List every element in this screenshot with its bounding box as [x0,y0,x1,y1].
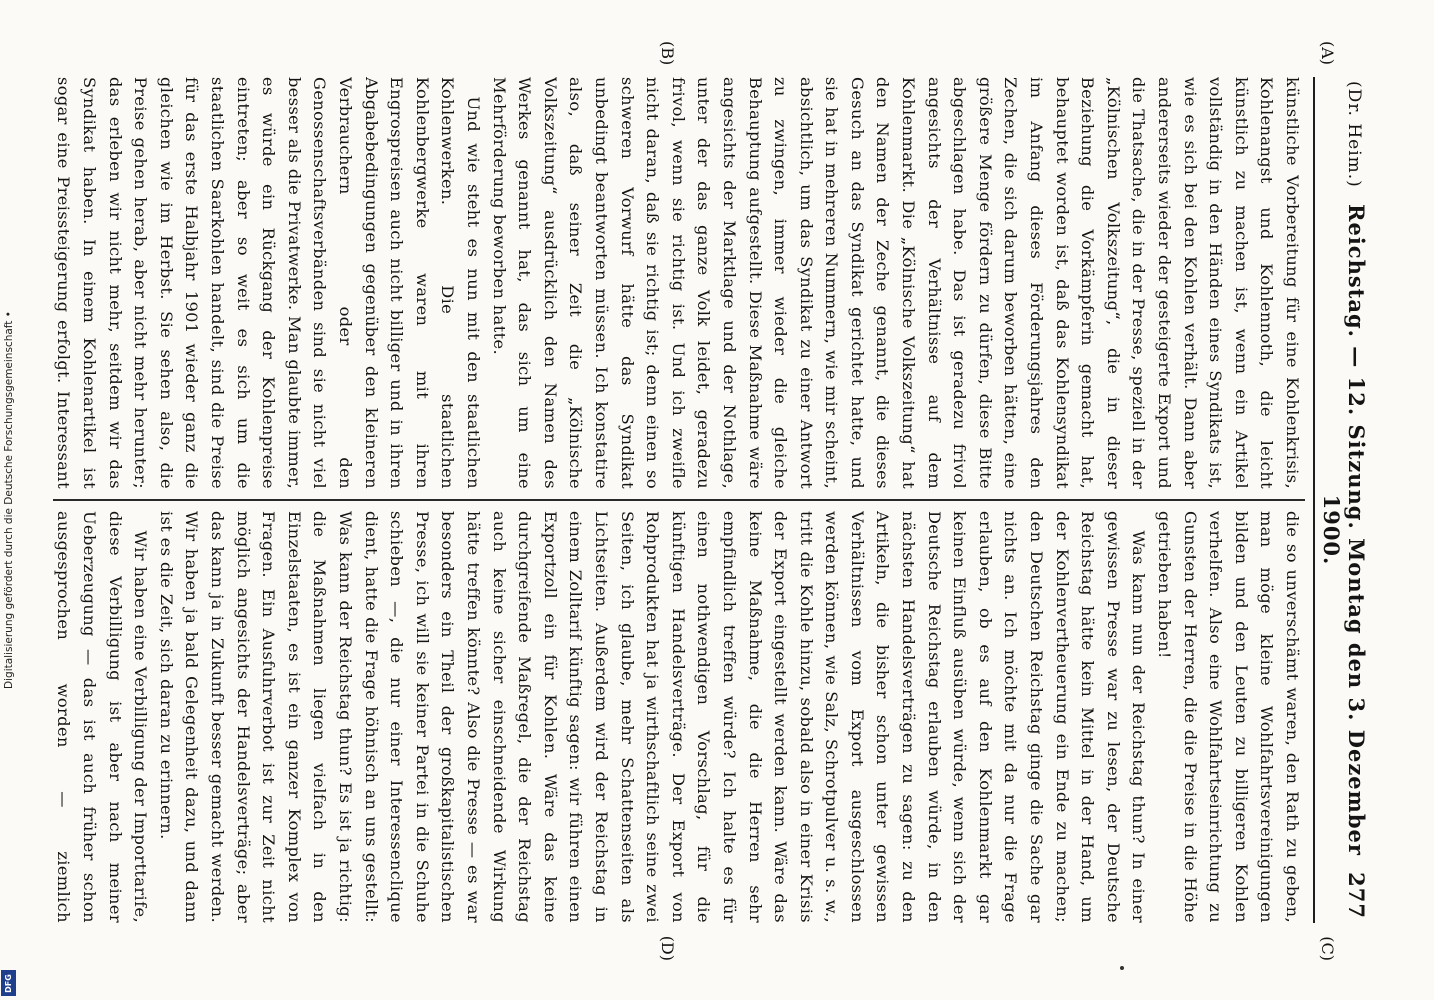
dfg-logo-text: DFG [4,973,14,993]
margin-letter-a: (A) [1318,41,1337,66]
margin-letter-b: (B) [658,41,677,66]
page-number: 277 [1344,872,1369,919]
margin-letter-c: (C) [1318,936,1337,961]
paragraph: künstliche Vorbereitung für eine Kohlenkrisis, Kohlenangst und Kohlennoth, die leicht künstlich zu machen ist, wenn ein Artikel vollständig in den Händen eines Syndikats ist, wie es sich bei den Kohlen verhält. Dann aber andererseits wieder der gesteigerte Export und die Thatsache, die in der Presse, speziell in der „Kölnischen Volkszeitung“, die in dieser Beziehung die Vorkämpferin gemacht hat, behauptet worden ist, daß das Kohlensyndikat im Anfang dieses Förderungsjahres den Zechen, die sich darum beworben hätten, eine größere Menge fördern zu dürfen, diese Bitte abgeschlagen habe. Das ist geradezu frivol angesichts der Verhältnisse auf dem Kohlenmarkt. Die „Kölnische Volkszeitung“ hat den Namen der Zeche genannt, die dieses Gesuch an das Syndikat gerichtet hatte, und sie hat in mehreren Nummern, wie mir scheint, absichtlich, um das Syndikat zu einer Antwort zu zwingen, immer wieder die gleiche Behauptung aufgestellt. Diese Maßnahme wäre angesichts der Marktlage und der Nothlage, unter der das ganze Volk leidet, geradezu frivol, wenn sie richtig ist. Und ich zweifle nicht daran, daß sie richtig ist; denn einen so schweren Vorwurf hätte das Syndikat unbedingt beantworten müssen. Ich konstatire also, daß seiner Zeit die „Kölnische Volkszeitung“ ausdrücklich den Namen des Werkes genannt hat, das sich um eine Mehrförderung beworben hatte. [489,77,1302,489]
paragraph: Was kann nun der Reichstag thun? In einer gewissen Presse war zu lesen, der Deutsche Reichstag hätte kein Mittel in der Hand, um der Kohlenvertheuerung ein Ende zu machen; den Deutschen Reichstag ginge die Sache gar nichts an. Ich möchte mit da nur die Frage erlauben, ob es auf den Kohlenmarkt gar keinen Einfluß ausüben würde, wenn sich der Deutsche Reichstag erlauben würde, in den nächsten Handelsverträgen zu sagen: zu den Artikeln, die bisher schon unter gewissen Verhältnissen vom Export ausgeschlossen werden können, wie Salz, Schrotpulver u. s. w., tritt die Kohle hinzu, sobald also in einer Krisis der Export eingestellt werden kann. Wäre das keine Maßnahme, die die Herren sehr empfindlich treffen würde? Ich halte es für einen nothwendigen Vorschlag, für die künftigen Handelsverträge. Der Export von Rohprodukten hat ja wirthschaftlich seine zwei Seiten, ich glaube, mehr Schattenseiten als Lichtseiten. Außerdem wird der Reichstag in einem Zolltarif künftig sagen: wir führen einen Exportzoll ein für Kohlen. Wäre das keine durchgreifende Maßregel, die der Reichstag auch keine sicher einschneidende Wirkung hätte treffen könnte? Also die Presse — es war besonders ein Theil der großkapitalistischen Presse, ich will sie keiner Partei in die Schuhe schieben —, die nur einer Interessenclique dient, hatte die Frage höhnisch an uns gestellt: Was kann der Reichstag thun? Es ist ja richtig: die Maßnahmen liegen vielfach in den Einzelstaaten, es ist ein ganzer Komplex von Fragen. Ein Ausfuhrverbot ist zur Zeit nicht möglich angesichts der Handelsverträge; aber das kann ja in Zukunft besser gemacht werden. Wir haben ja bald Gelegenheit dazu, und dann ist es die Zeit, sich daran zu erinnern. [156,511,1149,923]
funding-credit-text: Digitalisierung gefördert durch die Deutsche Forschungsgemeinschaft • [3,311,15,689]
header-title: Reichstag. — 12. Sitzung. Montag den 3. Dezember 1900. [1319,204,1369,856]
header-speaker: (Dr. Heim.) [1344,81,1364,188]
running-header [1313,77,1369,923]
right-column [53,511,1305,923]
paragraph: die so unverschämt waren, den Rath zu geben, man möge kleine Wohlfahrtsvereinigungen bilden und den Leuten zu billigeren Kohlen verhelfen. Also eine Wohlfahrtseinrichtung zu Gunsten der Herren, die die Preise in die Höhe getrieben haben! [1155,511,1302,923]
paragraph: Und wie steht es nun mit den staatlichen Kohlenwerken. Die staatlichen Kohlenbergwerke waren mit ihren Engrospreisen auch nicht billiger und in ihren Abgabebedingungen gegenüber den kleineren Verbrauchern oder den Genossenschaftsverbänden sind sie nicht viel besser als die Privatwerke. Man glaubte immer, es würde ein Rückgang der Kohlenpreise eintreten; aber so weit es sich um die staatlichen Saarkohlen handelt, sind die Preise für das erste Halbjahr 1901 wieder ganz die gleichen wie im Herbst. Sie sehen also, die Preise gehen herab, aber nicht mehr herunter; das erleben wir nicht mehr, seitdem wir das Syndikat haben. In einem Kohlenartikel ist sogar eine Preissteigerung erfolgt. Interessant [54,77,483,489]
left-column [53,77,1305,489]
scan-speck [1120,966,1124,970]
scanned-page [54,35,1377,965]
text-columns [53,77,1305,923]
dfg-logo [1,970,16,996]
paragraph: Wir haben eine Verbilligung der Importtarife, diese Verbilligung ist aber nach meiner Ueberzeugung — das ist auch früher schon ausgesprochen worden — ziemlich [54,511,151,923]
funding-credit-strip [0,0,18,1000]
margin-letter-d: (D) [658,935,677,961]
column-divider [53,499,1305,501]
